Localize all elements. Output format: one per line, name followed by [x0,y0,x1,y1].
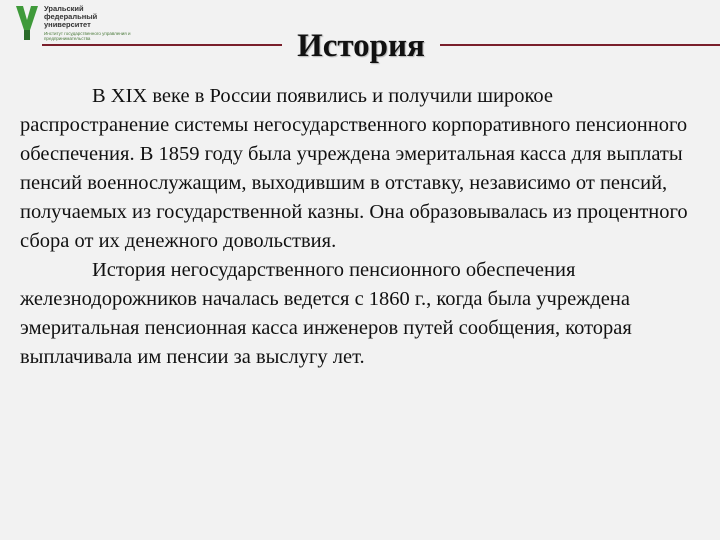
university-logo [14,4,144,44]
paragraph-1: В XIX веке в России появились и получили широкое распространение системы негосударственного корпоративного пенсионного обеспечения. В 1859 году была учреждена эмеритальная касса для выплаты пенсий военнослужащим, выходившим в отставку, независимо от пенсий, получаемых из государственной казны. Она образовывалась из процентного сбора от их денежного довольствия. [20,85,688,252]
university-name-line-1: Уральский [44,4,84,13]
institute-name: Институт государственного управления и предпринимательства [44,31,131,41]
university-name-line-2: федеральный [44,12,98,21]
header-rule-right [440,44,720,46]
slide-header [0,0,720,64]
university-name [44,5,144,29]
ural-logo-icon [14,4,40,42]
header-rule-left [42,44,282,46]
slide-body [20,82,700,372]
paragraph-2: История негосударственного пенсионного обеспечения железнодорожников началась ведется с 1860 г., когда была учреждена эмеритальная пенсионная касса инженеров путей сообщения, которая выплачивала им пенсии за выслугу лет. [20,259,632,368]
university-name-line-3: университет [44,20,91,29]
slide-title: История [297,28,425,64]
